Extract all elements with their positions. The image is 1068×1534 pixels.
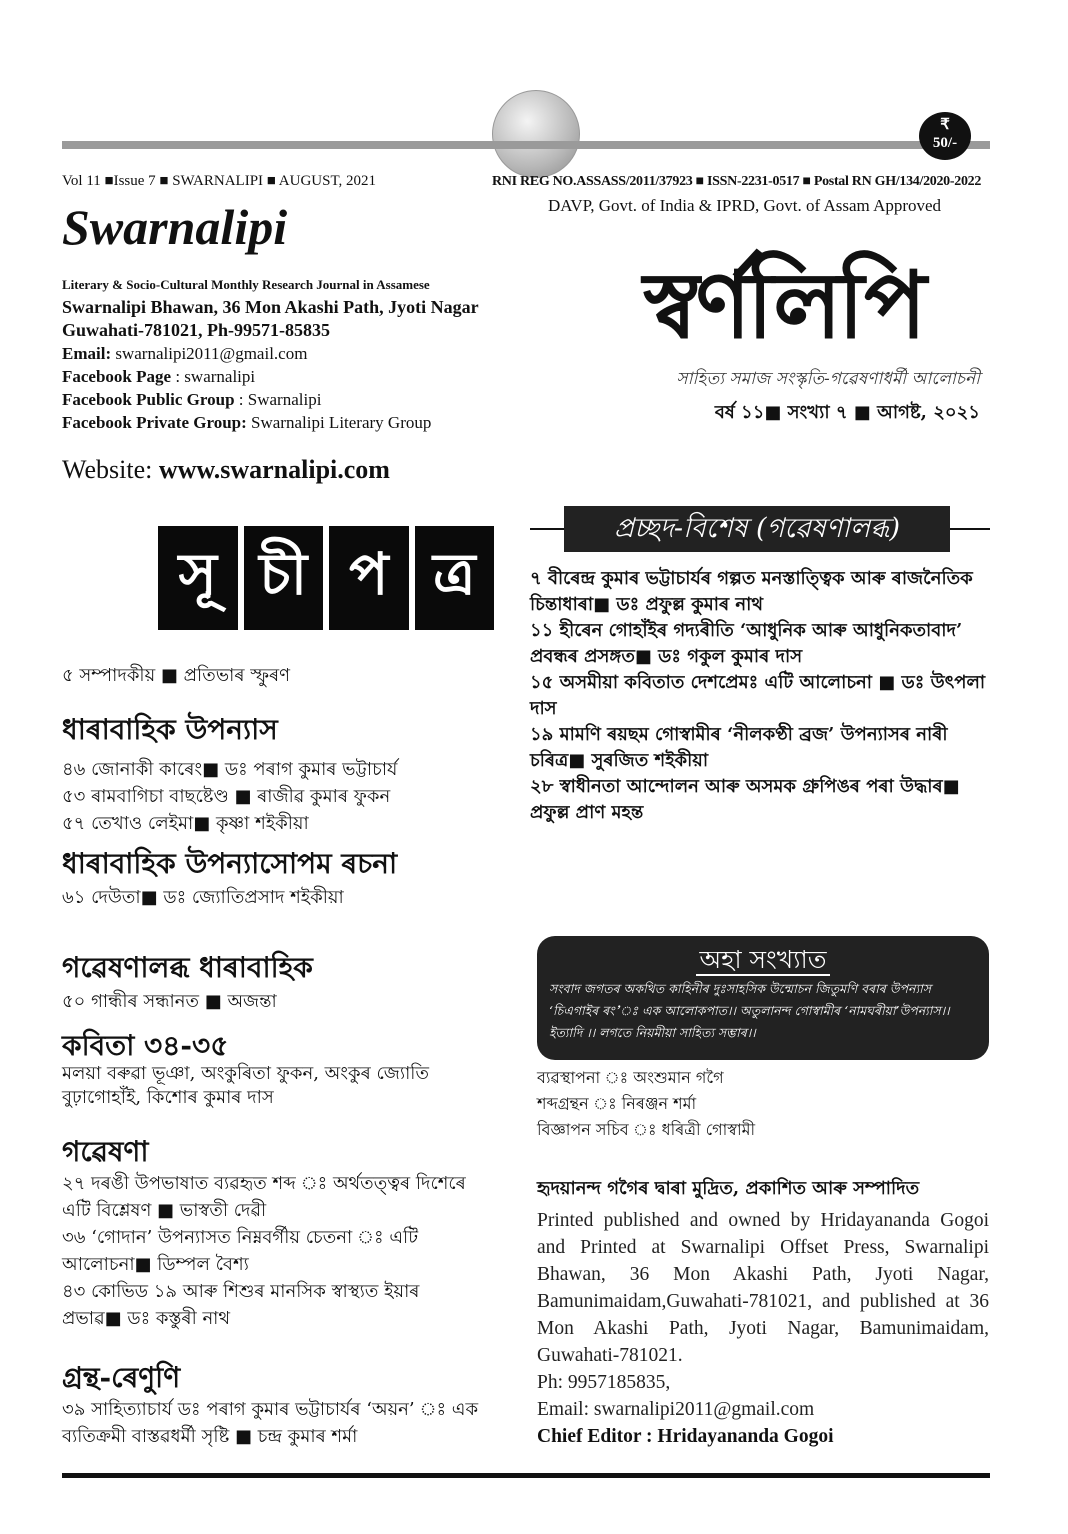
list-item: ৪৬ জোনাকী কাৰেং■ ডঃ পৰাগ কুমাৰ ভট্টাচাৰ্য [62,759,398,780]
tagline: সাহিত্য সমাজ সংস্কৃতি-গৱেষণাধৰ্মী আলোচনী [676,369,980,389]
list-item: ৫৩ ৰামবাগিচা বাছষ্টেণ্ড ■ ৰাজীৱ কুমাৰ ফুকন [62,786,391,807]
research-serial-item: ৫০ গান্ধীৰ সন্ধানত ■ অজন্তা [62,991,277,1012]
research-list [62,1170,482,1332]
brand-title: Swarnalipi [62,199,288,255]
list-item: শব্দগ্ৰন্থন ঃ নিৰঞ্জন শৰ্মা [537,1094,697,1113]
cover-feature-list [530,566,990,826]
next-issue-desc: সংবাদ জগতৰ অকথিত কাহিনীৰ দুঃসাহসিক উন্মোচন জিতুমণি বৰাৰ উপন্যাস ‘চিএগাইৰ ৰং’ঃ এক আলোকপাত।। অতুলানন্দ গোস্বামীৰ ‘নামঘৰীয়া’উপন্যাস।। ইত্যাদি ।। লগতে নিয়মীয়া সাহিত্য সম্ভাৰ।। [549,981,950,1040]
poetry-authors: মলয়া বৰুৱা ভূঞা, অংকুৰিতা ফুকন, অংকুৰ জ্যোতি বুঢ়াগোহাঁই, কিশোৰ কুমাৰ দাস [62,1063,429,1108]
heading-serial-novelette: ধাৰাবাহিক উপন্যাসোপম ৰচনা [62,847,398,880]
website-line [62,455,390,485]
address-line-1: Swarnalipi Bhawan, 36 Mon Akashi Path, Jyoti Nagar [62,297,479,317]
cover-feature-title: প্ৰচ্ছদ-বিশেষ (গৱেষণালব্ধ) [564,506,950,552]
contents-char-4: ত্র [415,526,495,630]
list-item: ৫৭ তেখাও লেইমা■ কৃষ্ণা শইকীয়া [62,813,309,834]
fb-page-label: Facebook Page [62,367,172,386]
email-line [62,342,542,365]
email-label: Email: [62,344,112,363]
printer-paragraph: Printed published and owned by Hridayananda Gogoi and Printed at Swarnalipi Offset Press, Swarnalipi Bhawan, 36 Mon Akashi Path, Jyoti Nagar, Bamunimaidam,Guwahati-781021, and published at 36 Mon Akashi Path, Jyoti Nagar, Bamunimaidam, Guwahati-781021. [537,1210,989,1366]
chief-editor: Chief Editor : Hridayananda Gogoi [537,1426,834,1447]
printer-line-english [537,1207,989,1450]
review-item: ৩৯ সাহিত্যাচাৰ্য ডঃ পৰাগ কুমাৰ ভট্টাচাৰ্যৰ ‘অয়ন’ ঃ এক ব্যতিক্ৰমী বাস্তৱধৰ্মী সৃষ্টি ■ চন্দ্ৰ কুমাৰ শৰ্মা [62,1399,479,1447]
list-item: ১৫ অসমীয়া কবিতাত দেশপ্ৰেমঃ এটি আলোচনা ■ ডঃ উৎপলা দাস [530,672,986,719]
website-label: Website: [62,455,159,484]
list-item: ১১ হীৰেন গোহাঁইৰ গদ্যৰীতি ‘আধুনিক আৰু আধুনিকতাবাদ’ প্ৰবন্ধৰ প্ৰসঙ্গত■ ডঃ গকুল কুমাৰ দাস [530,620,963,667]
approval-text: DAVP, Govt. of India & IPRD, Govt. of Assam Approved [548,196,942,215]
fb-private-label: Facebook Private Group: [62,413,247,432]
registration-meta: RNI REG NO.ASSASS/2011/37923 ■ ISSN-2231-0517 ■ Postal RN GH/134/2020-2022 [492,174,982,189]
next-issue-title: অহা সংখ্যাত [696,945,831,976]
printer-email[interactable]: Email: swarnalipi2011@gmail.com [537,1399,815,1420]
heading-research: গৱেষণা [62,1135,149,1168]
next-issue-box [537,936,989,1060]
bengali-logo: স্বৰ্ণলিপি [643,251,923,359]
contact-info [62,273,542,434]
address-line-2: Guwahati-781021, Ph-99571-85835 [62,320,331,340]
contents-title [158,526,494,630]
top-rule [62,141,990,149]
list-item: ২৭ দৰঙী উপভাষাত ব্যৱহৃত শব্দ ঃ অৰ্থতত্ত্বৰ দিশেৰে এটি বিশ্লেষণ ■ ভাস্বতী দেৱী [62,1173,466,1221]
masthead-emblem [492,90,580,178]
list-item: ৭ বীৰেন্দ্ৰ কুমাৰ ভট্টাচাৰ্যৰ গল্পত মনস্তাত্ত্বিক আৰু ৰাজনৈতিক চিন্তাধাৰা■ ডঃ প্ৰফুল্ল কুমাৰ নাথ [530,568,973,615]
fb-public-line [62,388,542,411]
fb-private-line [62,411,542,434]
list-item: ৩৬ ‘গোদান’ উপন্যাসত নিম্নবৰ্গীয় চেতনা ঃ এটি আলোচনা■ ডিম্পল বৈশ্য [62,1227,418,1275]
fb-public-value: : Swarnalipi [234,390,322,409]
contents-char-3: প [329,526,409,630]
issue-line: বৰ্ষ ১১■ সংখ্যা ৭ ■ আগষ্ট, ২০২১ [714,402,980,423]
list-item: বিজ্ঞাপন সচিব ঃ ধৰিত্ৰী গোস্বামী [537,1120,756,1139]
issue-meta: Vol 11 ■Issue 7 ■ SWARNALIPI ■ AUGUST, 2021 [62,173,376,189]
contents-char-2: চী [244,526,324,630]
list-item: ২৮ স্বাধীনতা আন্দোলন আৰু অসমক গ্ৰুপিঙৰ পৰা উদ্ধাৰ■ প্ৰফুল্ল প্ৰাণ মহন্ত [530,776,960,823]
fb-public-label: Facebook Public Group [62,390,235,409]
contents-char-1: সূ [158,526,238,630]
staff-list [537,1065,755,1143]
email-value[interactable]: swarnalipi2011@gmail.com [111,344,308,363]
heading-serial-novel: ধাৰাবাহিক উপন্যাস [62,713,278,746]
cover-feature-header [530,506,990,554]
fb-page-value: : swarnalipi [171,367,256,386]
fb-page-line [62,365,542,388]
serial-novel-list [62,756,522,837]
printer-line-assamese: হৃদয়ানন্দ গগৈৰ দ্বাৰা মুদ্ৰিত, প্ৰকাশিত আৰু সম্পাদিত [537,1178,920,1199]
list-item: ব্যৱস্থাপনা ঃ অংশুমান গগৈ [537,1068,724,1087]
journal-subtitle: Literary & Socio-Cultural Monthly Research Journal in Assamese [62,277,430,292]
editorial-item: ৫ সম্পাদকীয় ■ প্ৰতিভাৰ স্ফুৰণ [62,665,291,686]
heading-review: গ্ৰন্থ-ৰেণুণি [62,1361,181,1394]
list-item: ৪৩ কোভিড ১৯ আৰু শিশুৰ মানসিক স্বাস্থ্যত ইয়াৰ প্ৰভাৱ■ ডঃ কস্তুৰী নাথ [62,1281,420,1329]
bottom-rule [62,1473,990,1478]
website-link[interactable]: www.swarnalipi.com [158,455,390,484]
printer-phone: Ph: 9957185835, [537,1372,671,1393]
list-item: ১৯ মামণি ৰয়ছম গোস্বামীৰ ‘নীলকণ্ঠী ব্ৰজ’ উপন্যাসৰ নাৰী চৰিত্ৰ■ সুৰজিত শইকীয়া [530,724,948,771]
serial-novelette-item: ৬১ দেউতা■ ডঃ জ্যোতিপ্ৰসাদ শইকীয়া [62,887,344,908]
fb-private-value: Swarnalipi Literary Group [246,413,432,432]
heading-research-serial: গৱেষণালব্ধ ধাৰাবাহিক [62,951,313,984]
heading-poetry: কবিতা ৩৪-৩৫ [62,1029,229,1062]
next-issue-title-wrap [537,940,989,983]
price-badge: ₹ 50/- [919,112,971,160]
